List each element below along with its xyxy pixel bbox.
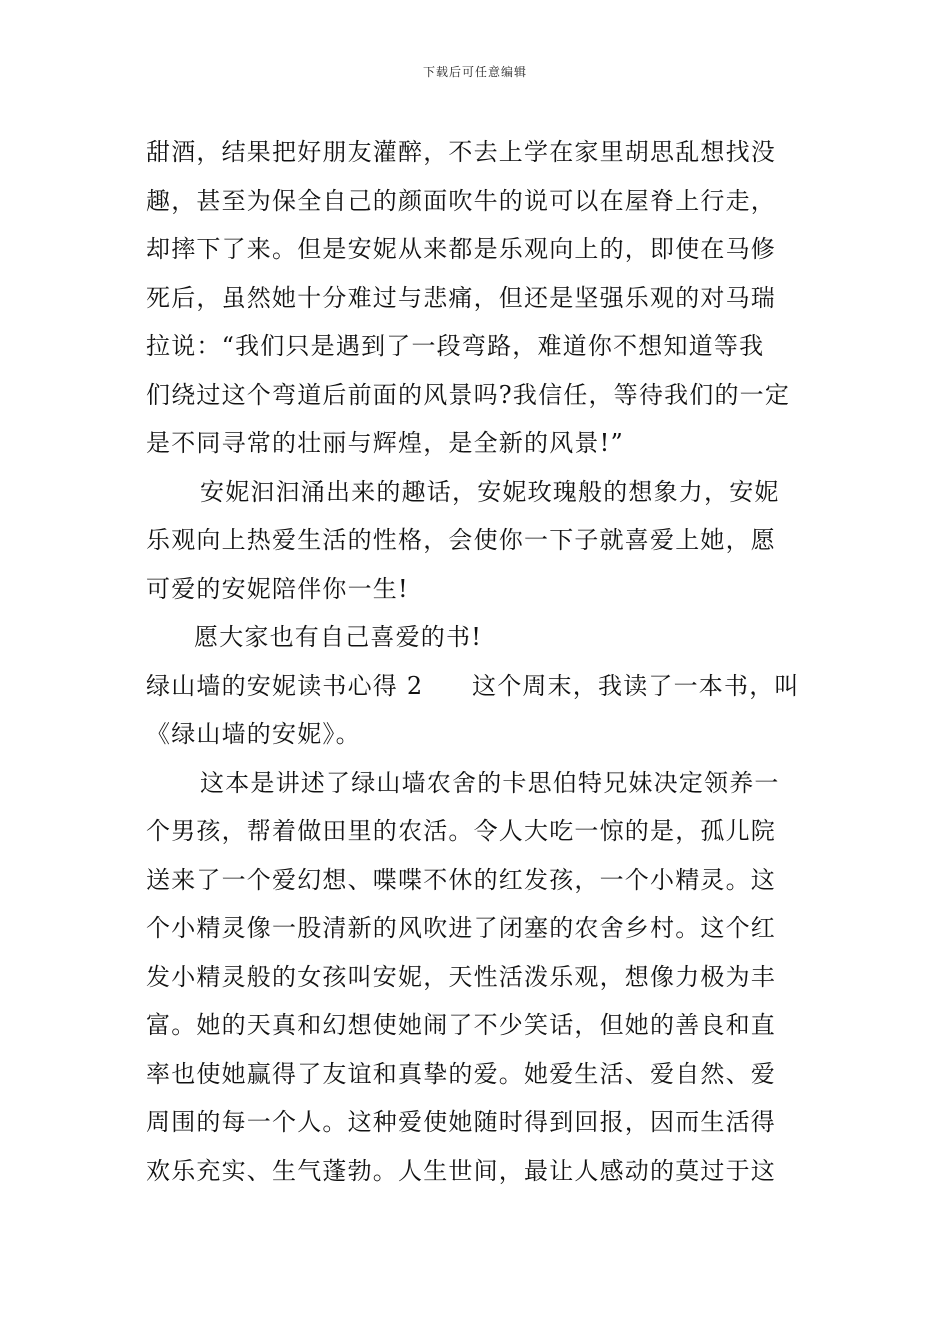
text-line: 是不同寻常的壮丽与辉煌，是全新的风景!” xyxy=(146,429,624,457)
document-body xyxy=(146,128,806,1195)
text-line: 拉说：“我们只是遇到了一段弯路，难道你不想知道等我 xyxy=(146,332,765,360)
paragraph-3 xyxy=(146,613,806,662)
text-line: 周围的每一个人。这种爱使她随时得到回报，因而生活得 xyxy=(146,1108,776,1136)
text-line: 死后，虽然她十分难过与悲痛，但还是坚强乐观的对马瑞 xyxy=(146,283,776,312)
text-line: 却摔下了来。但是安妮从来都是乐观向上的，即使在马修 xyxy=(146,235,776,263)
paragraph-1 xyxy=(146,128,806,468)
text-line: 送来了一个爱幻想、喋喋不休的红发孩，一个小精灵。这 xyxy=(146,865,776,894)
paragraph-2 xyxy=(146,468,806,614)
text-line: 趣，甚至为保全自己的颜面吹牛的说可以在屋脊上行走， xyxy=(146,186,776,215)
text-line: 《绿山墙的安妮》。 xyxy=(146,720,361,748)
text-line: 愿大家也有自己喜爱的书! xyxy=(194,623,483,651)
text-line: 乐观向上热爱生活的性格，会使你一下子就喜爱上她，愿 xyxy=(146,526,776,554)
paragraph-4 xyxy=(146,759,806,1196)
text-line: 们绕过这个弯道后前面的风景吗?我信任，等待我们的一定 xyxy=(146,380,791,409)
text-line: 个小精灵像一股清新的风吹进了闭塞的农舍乡村。这个红 xyxy=(146,914,776,942)
text-line: 甜酒，结果把好朋友灌醉，不去上学在家里胡思乱想找没 xyxy=(146,138,776,166)
text-line: 富。她的天真和幻想使她闹了不少笑话，但她的善良和直 xyxy=(146,1011,776,1039)
text-line: 这本是讲述了绿山墙农舍的卡思伯特兄妹决定领养一 xyxy=(200,768,780,797)
section-title xyxy=(146,662,806,759)
text-line: 发小精灵般的女孩叫安妮，天性活泼乐观，想像力极为丰 xyxy=(146,962,776,991)
text-line: 欢乐充实、生气蓬勃。人生世间，最让人感动的莫过于这 xyxy=(146,1156,776,1185)
header-note: 下载后可任意编辑 xyxy=(422,65,527,79)
essay-title: 绿山墙的安妮读书心得 2 xyxy=(146,671,424,700)
text-line: 安妮汩汩涌出来的趣话，安妮玫瑰般的想象力，安妮 xyxy=(200,477,780,506)
title-followup-text: 这个周末，我读了一本书，叫 xyxy=(472,671,800,700)
text-line: 个男孩，帮着做田里的农活。令人大吃一惊的是，孤儿院 xyxy=(146,817,776,845)
text-line: 率也使她赢得了友谊和真挚的爱。她爱生活、爱自然、爱 xyxy=(146,1059,776,1088)
title-line xyxy=(146,662,806,711)
text-line: 可爱的安妮陪伴你一生! xyxy=(146,574,409,603)
